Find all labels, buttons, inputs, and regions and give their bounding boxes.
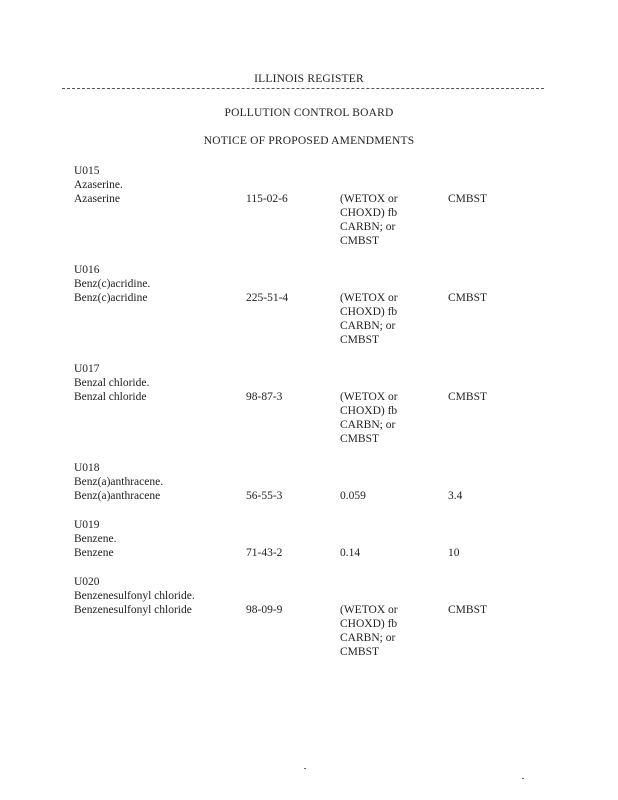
waste-name: Benzal chloride. xyxy=(74,377,150,389)
waste-code: U016 xyxy=(74,264,100,276)
wastewater-standard: (WETOX or CHOXD) fb CARBN; or CMBST xyxy=(340,292,398,346)
wastewater-standard: (WETOX or CHOXD) fb CARBN; or CMBST xyxy=(340,604,398,658)
wastewater-standard: 0.059 xyxy=(340,490,366,502)
waste-code: U019 xyxy=(74,519,100,531)
nonwastewater-standard: CMBST xyxy=(448,604,487,616)
constituent-name: Azaserine xyxy=(74,193,120,205)
waste-name: Benz(a)anthracene. xyxy=(74,476,164,488)
waste-code: U020 xyxy=(74,576,100,588)
constituent-name: Benz(c)acridine xyxy=(74,292,148,304)
nonwastewater-standard: CMBST xyxy=(448,292,487,304)
scan-speck xyxy=(304,768,306,769)
notice-title: NOTICE OF PROPOSED AMENDMENTS xyxy=(203,135,415,147)
nonwastewater-standard: 3.4 xyxy=(448,490,463,502)
waste-name: Benzene. xyxy=(74,533,117,545)
cas-number: 71-43-2 xyxy=(246,547,283,559)
constituent-name: Benz(a)anthracene xyxy=(74,490,161,502)
waste-name: Benz(c)acridine. xyxy=(74,278,151,290)
constituent-name: Benzene xyxy=(74,547,114,559)
waste-name: Azaserine. xyxy=(74,179,123,191)
waste-name: Benzenesulfonyl chloride. xyxy=(74,590,195,602)
header-rule xyxy=(62,88,544,89)
scan-speck xyxy=(522,778,524,779)
constituent-name: Benzal chloride xyxy=(74,391,147,403)
cas-number: 98-87-3 xyxy=(246,391,283,403)
nonwastewater-standard: 10 xyxy=(448,547,460,559)
waste-code: U015 xyxy=(74,165,100,177)
board-title: POLLUTION CONTROL BOARD xyxy=(224,107,394,119)
cas-number: 98-09-9 xyxy=(246,604,283,616)
cas-number: 115-02-6 xyxy=(246,193,288,205)
cas-number: 56-55-3 xyxy=(246,490,283,502)
waste-code: U017 xyxy=(74,363,100,375)
wastewater-standard: (WETOX or CHOXD) fb CARBN; or CMBST xyxy=(340,391,398,445)
wastewater-standard: 0.14 xyxy=(340,547,361,559)
cas-number: 225-51-4 xyxy=(246,292,289,304)
nonwastewater-standard: CMBST xyxy=(448,391,487,403)
nonwastewater-standard: CMBST xyxy=(448,193,487,205)
wastewater-standard: (WETOX or CHOXD) fb CARBN; or CMBST xyxy=(340,193,398,247)
register-title: ILLINOIS REGISTER xyxy=(254,73,364,85)
waste-code: U018 xyxy=(74,462,100,474)
constituent-name: Benzenesulfonyl chloride xyxy=(74,604,192,616)
